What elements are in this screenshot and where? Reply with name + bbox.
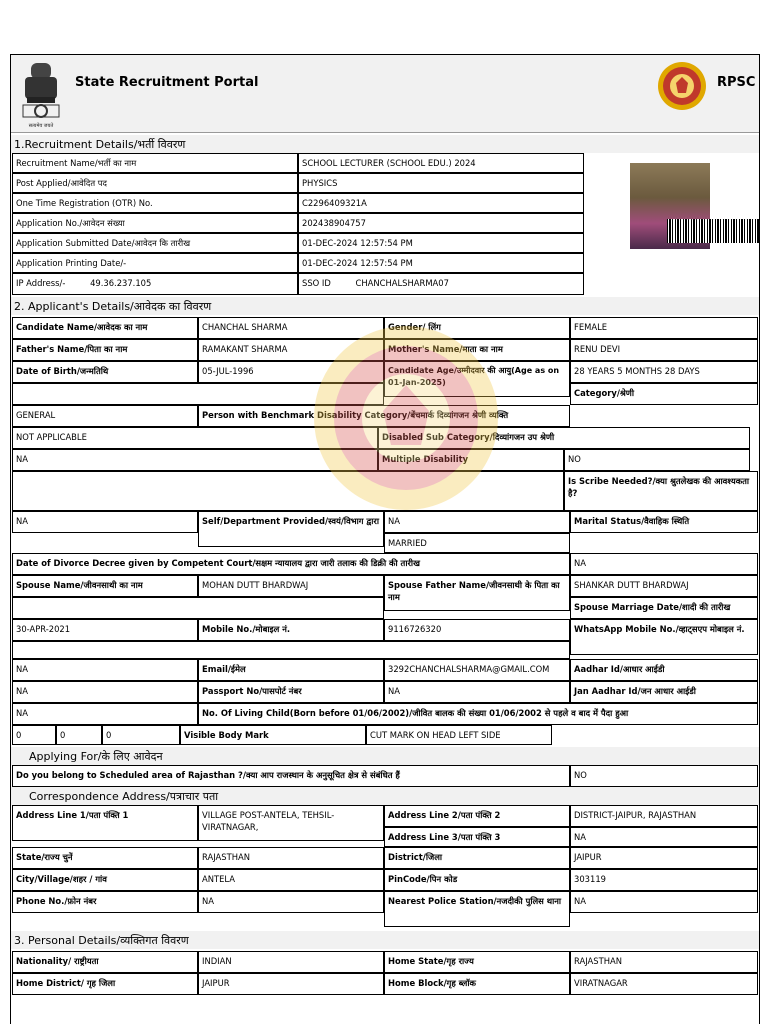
candidate-name-value: CHANCHAL SHARMA (198, 317, 384, 339)
ip-address-value: 49.36.237.105 (90, 278, 152, 288)
correspondence-title: Correspondence Address/पत्राचार पता (11, 787, 759, 805)
ashoka-emblem-icon (17, 59, 65, 131)
mobile-label: Mobile No./मोबाइल नं. (198, 619, 384, 641)
district-value: JAIPUR (570, 847, 758, 869)
dob-value: 05-JUL-1996 (198, 361, 384, 383)
category-label: Category/श्रेणी (570, 383, 758, 405)
sso-value: CHANCHALSHARMA07 (355, 278, 449, 288)
sso-row (298, 273, 584, 295)
children-count-c: 0 (102, 725, 180, 745)
portal-title: State Recruitment Portal (75, 75, 259, 90)
living-children-label: No. Of Living Child(Born before 01/06/2002)/जीवित बालक की संख्या 01/06/2002 से पहले व बाद में पैदा हुआ (198, 703, 758, 725)
passport-label: Passport No/पासपोर्ट नंबर (198, 681, 384, 703)
police-station-value: NA (570, 891, 758, 913)
printing-date-label: Application Printing Date/- (12, 253, 298, 273)
section-personal-title: 3. Personal Details/व्यक्तिगत विवरण (11, 931, 759, 949)
candidate-name-label: Candidate Name/आवेदक का नाम (12, 317, 198, 339)
application-no-label: Application No./आवेदन संख्या (12, 213, 298, 233)
home-block-value: VIRATNAGAR (570, 973, 758, 995)
section-recruitment-title: 1.Recruitment Details/भर्ती विवरण (11, 135, 759, 153)
nationality-label: Nationality/ राष्ट्रीयता (12, 951, 198, 973)
submitted-date-label: Application Submitted Date/आवेदन कि तारीख (12, 233, 298, 253)
pincode-label: PinCode/पिन कोड (384, 869, 570, 891)
category-value: GENERAL (12, 405, 198, 427)
address-line3-label: Address Line 3/पता पंक्ति 3 (384, 827, 570, 847)
home-state-value: RAJASTHAN (570, 951, 758, 973)
divorce-label: Date of Divorce Decree given by Competent Court/सक्षम न्यायालय द्वारा जारी तलाक की डिक्री की तारीख (12, 553, 570, 575)
email-value: 3292CHANCHALSHARMA@GMAIL.COM (384, 659, 570, 681)
police-station-label: Nearest Police Station/नजदीकी पुलिस थाना (384, 891, 570, 927)
scheduled-area-value: NO (570, 765, 758, 787)
submitted-date-value: 01-DEC-2024 12:57:54 PM (298, 233, 584, 253)
marriage-date-value: 30-APR-2021 (12, 619, 198, 641)
children-count-a: 0 (12, 725, 56, 745)
marital-value: MARRIED (384, 533, 570, 553)
address-line1-label: Address Line 1/पता पंक्ति 1 (12, 805, 198, 841)
spouse-father-label: Spouse Father Name/जीवनसाथी के पिता का नाम (384, 575, 570, 611)
post-applied-value: PHYSICS (298, 173, 584, 193)
blank-cell (12, 383, 384, 405)
spouse-name-value: MOHAN DUTT BHARDWAJ (198, 575, 384, 597)
aadhar-label: Aadhar Id/आधार आईडी (570, 659, 758, 681)
district-label: District/जिला (384, 847, 570, 869)
self-dept-label: Self/Department Provided/स्वयं/विभाग द्वारा (198, 511, 384, 547)
dob-label: Date of Birth/जन्मतिथि (12, 361, 198, 383)
jan-aadhar-label: Jan Aadhar Id/जन आधार आईडी (570, 681, 758, 703)
email-label: Email/ईमेल (198, 659, 384, 681)
city-value: ANTELA (198, 869, 384, 891)
blank-cell (12, 597, 384, 619)
sso-label: SSO ID (302, 278, 331, 288)
scribe-value: NA (12, 511, 198, 533)
pwbd-value: NOT APPLICABLE (12, 427, 378, 449)
body-mark-label: Visible Body Mark (180, 725, 366, 745)
emblem-motto: सत्यमेव जयते (28, 123, 54, 129)
section-applicant-title: 2. Applicant's Details/आवेदक का विवरण (11, 297, 759, 315)
self-dept-value: NA (384, 511, 570, 533)
home-district-label: Home District/ गृह जिला (12, 973, 198, 995)
applying-for-title: Applying For/के लिए आवेदन (11, 747, 759, 765)
multiple-disability-value: NO (564, 449, 750, 471)
age-value: 28 YEARS 5 MONTHS 28 DAYS (570, 361, 758, 383)
application-form (10, 54, 760, 1024)
address-line2-label: Address Line 2/पता पंक्ति 2 (384, 805, 570, 827)
portal-header (11, 55, 759, 133)
marital-label: Marital Status/वैवाहिक स्थिति (570, 511, 758, 533)
address-line1-value: VILLAGE POST-ANTELA, TEHSIL-VIRATNAGAR, (198, 805, 384, 841)
spouse-father-value: SHANKAR DUTT BHARDWAJ (570, 575, 758, 597)
blank-cell (12, 641, 570, 659)
printing-date-value: 01-DEC-2024 12:57:54 PM (298, 253, 584, 273)
scribe-label: Is Scribe Needed?/क्या श्रुतलेखक की आवश्यकता है? (564, 471, 758, 511)
father-name-label: Father's Name/पिता का नाम (12, 339, 198, 361)
ip-address-row (12, 273, 298, 295)
phone-value: NA (198, 891, 384, 913)
phone-label: Phone No./फ़ोन नंबर (12, 891, 198, 913)
recruitment-name-value: SCHOOL LECTURER (SCHOOL EDU.) 2024 (298, 153, 584, 173)
barcode (667, 219, 759, 243)
ip-address-label: IP Address/- (16, 278, 66, 288)
marriage-date-label: Spouse Marriage Date/शादी की तारीख (570, 597, 758, 619)
divorce-value: NA (570, 553, 758, 575)
state-value: RAJASTHAN (198, 847, 384, 869)
jan-aadhar-value: NA (12, 703, 198, 725)
multiple-disability-label: Multiple Disability (378, 449, 564, 471)
mother-name-value: RENU DEVI (570, 339, 758, 361)
home-district-value: JAIPUR (198, 973, 384, 995)
passport-value: NA (384, 681, 570, 703)
home-block-label: Home Block/गृह ब्लॉक (384, 973, 570, 995)
pwbd-label: Person with Benchmark Disability Category/बेंचमार्क दिव्यांगजन श्रेणी व्यक्ति (198, 405, 570, 427)
gender-label: Gender/ लिंग (384, 317, 570, 339)
post-applied-label: Post Applied/आवेदित पद (12, 173, 298, 193)
nationality-value: INDIAN (198, 951, 384, 973)
whatsapp-value: NA (12, 659, 198, 681)
gender-value: FEMALE (570, 317, 758, 339)
otr-label: One Time Registration (OTR) No. (12, 193, 298, 213)
age-label: Candidate Age/उम्मीदवार की आयु(Age as on 01-Jan-2025) (384, 361, 570, 397)
rpsc-logo-icon (657, 61, 707, 111)
recruitment-name-label: Recruitment Name/भर्ती का नाम (12, 153, 298, 173)
pincode-value: 303119 (570, 869, 758, 891)
address-line2-value: DISTRICT-JAIPUR, RAJASTHAN (570, 805, 758, 827)
father-name-value: RAMAKANT SHARMA (198, 339, 384, 361)
scheduled-area-label: Do you belong to Scheduled area of Rajasthan ?/क्या आप राजस्थान के अनुसूचित क्षेत्र से संबंधित हैं (12, 765, 570, 787)
org-label: RPSC (717, 75, 756, 90)
disabled-sub-value: NA (12, 449, 378, 471)
application-no-value: 202438904757 (298, 213, 584, 233)
state-label: State/राज्य चुनें (12, 847, 198, 869)
spouse-name-label: Spouse Name/जीवनसाथी का नाम (12, 575, 198, 597)
mobile-value: 9116726320 (384, 619, 570, 641)
mother-name-label: Mother's Name/माता का नाम (384, 339, 570, 361)
address-line3-value: NA (570, 827, 758, 847)
city-label: City/Village/शहर / गांव (12, 869, 198, 891)
otr-value: C2296409321A (298, 193, 584, 213)
body-mark-value: CUT MARK ON HEAD LEFT SIDE (366, 725, 552, 745)
whatsapp-label: WhatsApp Mobile No./व्हाट्सएप मोबाइल नं. (570, 619, 758, 655)
aadhar-value: NA (12, 681, 198, 703)
children-count-b: 0 (56, 725, 102, 745)
home-state-label: Home State/गृह राज्य (384, 951, 570, 973)
blank-row (12, 471, 564, 511)
disabled-sub-label: Disabled Sub Category/दिव्यांगजन उप श्रेणी (378, 427, 750, 449)
